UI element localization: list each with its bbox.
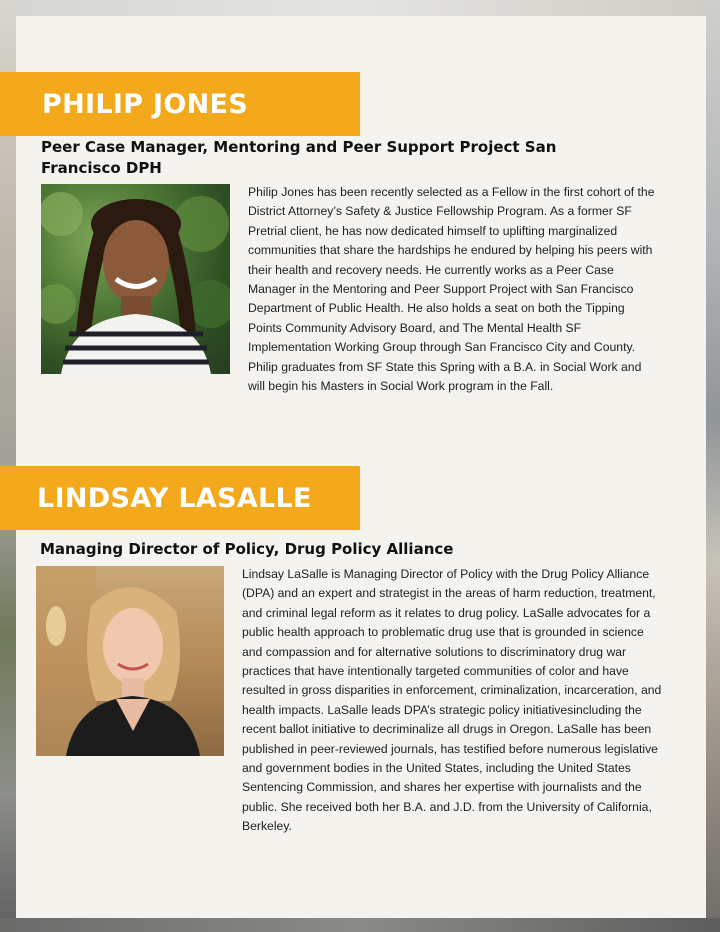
name-banner-lindsay (0, 466, 360, 530)
speaker-photo-lindsay (36, 566, 224, 756)
portrait-illustration (41, 184, 230, 374)
portrait-illustration (36, 566, 224, 756)
speaker-photo-philip (41, 184, 230, 374)
speaker-role: Peer Case Manager, Mentoring and Peer Support Project San Francisco DPH (41, 138, 557, 177)
speaker-name: PHILIP JONES (42, 88, 248, 120)
speaker-bio: Lindsay LaSalle is Managing Director of Policy with the Drug Policy Alliance (DPA) and an expert and strategist in the areas of harm reduction, treatment, and criminal legal reform as it relates to drug policy. LaSalle advocates for a public health approach to problematic drug use that is grounded in science and compassion and for alternative solutions to discriminatory drug war practices that have intentionally targeted communities of color and have resulted in gross disparities in enforcement, criminalization, incarceration, and health impacts. LaSalle leads DPA’s strategic policy initiativesincluding the recent ballot initiative to decriminalize all drugs in Oregon. LaSalle has been published in peer-reviewed journals, has testified before numerous legislative and government bodies in the United States, including the United States Sentencing Commission, and shares her expertise with journalists and the public. She received both her B.A. and J.D. from the University of California, Berkeley. (242, 567, 662, 834)
background-top (0, 0, 720, 16)
background-bottom (0, 918, 720, 932)
speaker-role: Managing Director of Policy, Drug Policy Alliance (40, 540, 454, 558)
speaker-bio: Philip Jones has been recently selected as a Fellow in the first cohort of the District Attorney’s Safety & Justice Fellowship Program. As a former SF Pretrial client, he has now dedicated himself to uplifting marginalized communities that share the hardships he endured by helping his peers with their health and recovery needs. He currently works as a Peer Case Manager in the Mentoring and Peer Support Project with San Francisco Department of Public Health. He also holds a seat on both the Tipping Points Community Advisory Board, and The Mental Health SF Implementation Working Group through San Francisco City and County. Philip graduates from SF State this Spring with a B.A. in Social Work and will begin his Masters in Social Work program in the Fall. (248, 185, 655, 394)
name-banner-philip (0, 72, 360, 136)
speaker-name: LINDSAY LASALLE (37, 482, 312, 514)
background-right (706, 0, 720, 932)
